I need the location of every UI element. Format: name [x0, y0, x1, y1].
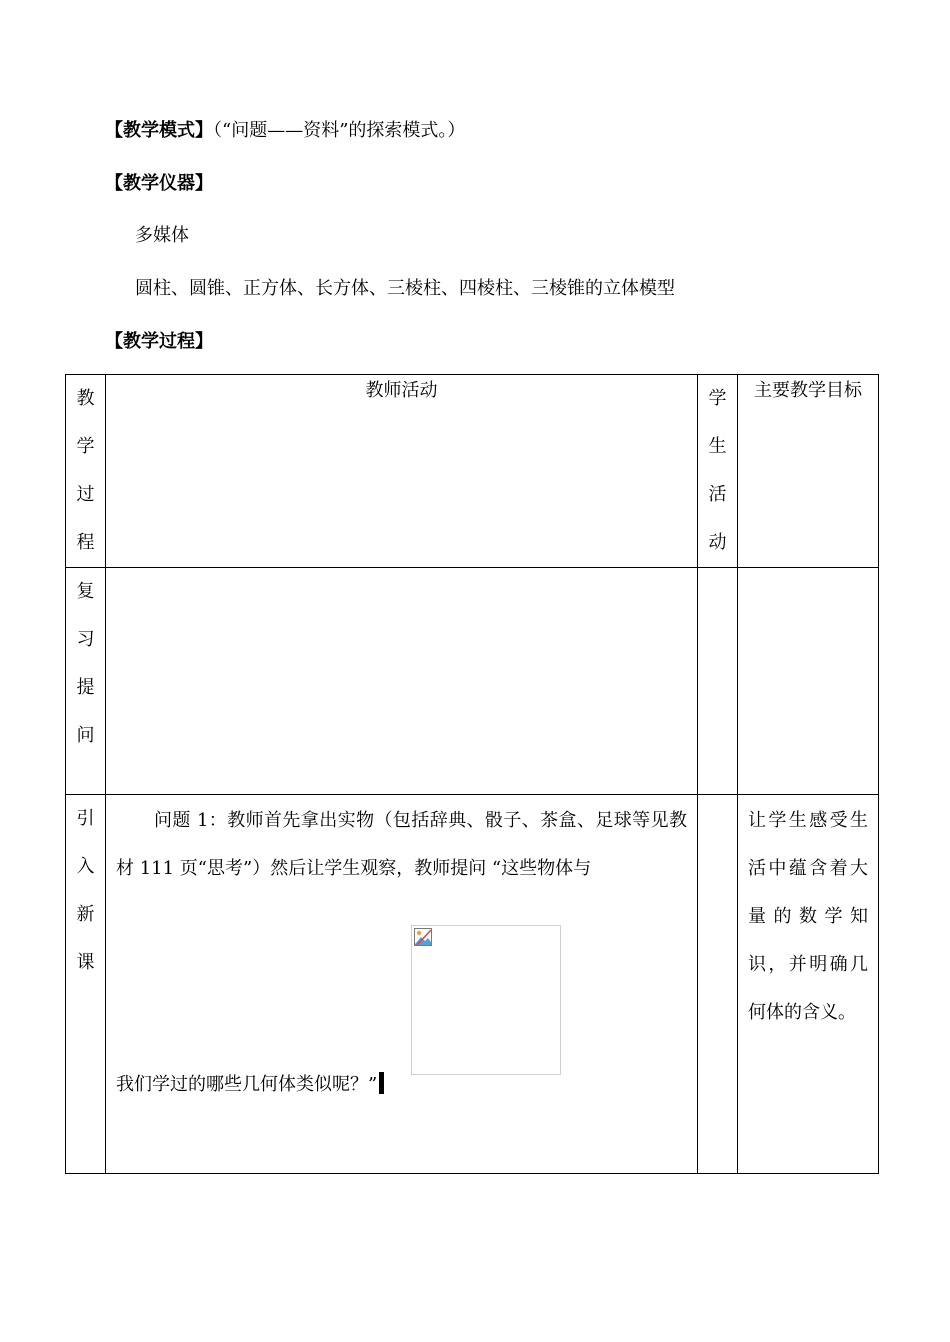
question-1-text: 问题 1：教师首先拿出实物（包括辞典、骰子、茶盒、足球等见教材 111 页“思考”）然后让学生观察，教师提问 “这些物体与 [116, 810, 687, 879]
new-lesson-teacher-activity [106, 795, 698, 1174]
broken-image-placeholder [411, 925, 561, 1075]
table-row-new-lesson [66, 795, 879, 1174]
teaching-mode-text: （“问题——资料”的探索模式。） [213, 120, 466, 141]
teaching-instruments-title: 【教学仪器】 [105, 173, 213, 194]
broken-image-icon [414, 928, 432, 946]
review-teacher-activity [106, 568, 698, 795]
teaching-process-title: 【教学过程】 [105, 331, 213, 352]
instrument-item: 圆柱、圆锥、正方体、长方体、三棱柱、四棱柱、三棱锥的立体模型 [135, 278, 675, 299]
table-header-row [66, 375, 879, 568]
header-process: 教 学 过 程 [66, 375, 106, 568]
instrument-item: 多媒体 [135, 225, 189, 246]
stage-review: 复 习 提 问 [66, 568, 106, 795]
review-student-activity [698, 568, 738, 795]
question-1-end: 我们学过的哪些几何体类似呢？” [106, 1059, 697, 1109]
teaching-mode-heading [105, 116, 465, 142]
teaching-mode-title: 【教学模式】 [105, 120, 213, 141]
header-teacher-activity: 教师活动 [106, 375, 698, 568]
new-lesson-student-activity [698, 795, 738, 1174]
review-goal [738, 568, 879, 795]
new-lesson-goal: 让学生感受生活中蕴含着大量的数学知识，并明确几何体的含义。 [738, 795, 879, 1174]
header-main-goal: 主要教学目标 [738, 375, 879, 568]
stage-new-lesson: 引 入 新 课 [66, 795, 106, 1174]
table-row-review [66, 568, 879, 795]
header-student-activity: 学 生 活 动 [698, 375, 738, 568]
teaching-process-table [65, 374, 879, 1174]
text-cursor [379, 1072, 384, 1094]
